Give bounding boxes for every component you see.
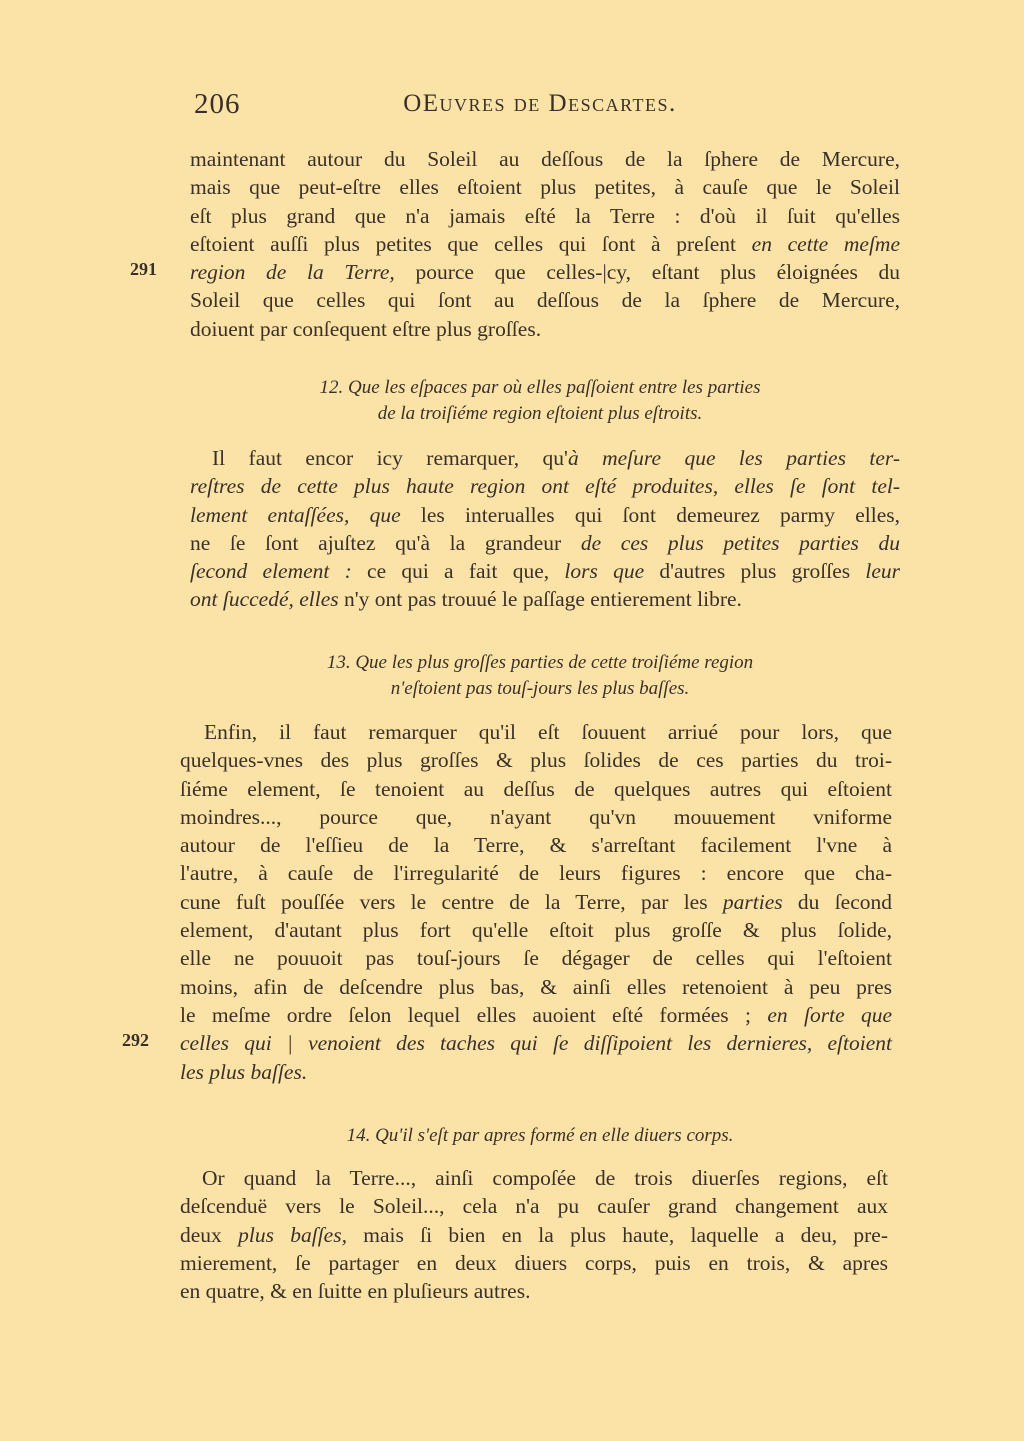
text-line: reſtres de cette plus haute region ont eſté produites, elles ſe ſont tel-: [190, 474, 900, 499]
page-number: 206: [194, 88, 241, 120]
text-line: l'autre, à cauſe de l'irregularité de leurs figures : encore que cha-: [180, 861, 892, 886]
heading-line: n'eſtoient pas touſ-jours les plus baſſes.: [390, 678, 690, 699]
paragraph-1: [190, 145, 900, 343]
text-line: doiuent par conſequent eſtre plus groſſes.: [190, 316, 542, 341]
text-line: le meſme ordre ſelon lequel elles auoient eſté formées ; en ſorte que: [180, 1002, 893, 1027]
text-line: Il faut encor icy remarquer, qu'à meſure que les parties ter-: [212, 446, 900, 470]
text-line: lement entaſſées, que les interualles qui ſont demeurez parmy elles,: [190, 502, 900, 527]
text-line: celles qui | venoient des taches qui ſe diſſipoient les dernieres, eſtoient: [180, 1031, 892, 1056]
text-line: Enfin, il faut remarquer qu'il eſt ſouuent arriué pour lors, que: [204, 720, 892, 744]
section-heading-12: [190, 375, 890, 427]
text-line: deſcenduë vers le Soleil..., cela n'a pu cauſer grand changement aux: [180, 1194, 888, 1219]
text-line: region de la Terre, pource que celles-|cy, eſtant plus éloignées du: [190, 260, 901, 285]
text-line: moindres..., pource que, n'ayant qu'vn mouuement vniforme: [180, 804, 892, 829]
text-line: elle ne pouuoit pas touſ-jours ſe dégager de celles qui l'eſtoient: [180, 946, 892, 971]
text-line: ſecond element : ce qui a fait que, lors que d'autres plus groſſes leur: [190, 559, 901, 584]
text-line: moins, afin de deſcendre plus bas, & ainſi elles retenoient à peu pres: [180, 974, 892, 999]
text-line: ne ſe ſont ajuſtez qu'à la grandeur de ces plus petites parties du: [190, 530, 900, 555]
text-line: eſt plus grand que n'a jamais eſté la Terre : d'où il ſuit qu'elles: [190, 203, 900, 228]
text-line: ont ſuccedé, elles n'y ont pas trouué le paſſage entierement libre.: [190, 587, 742, 612]
heading-line: de la troiſiéme region eſtoient plus eſtroits.: [377, 403, 703, 424]
text-line: deux plus baſſes, mais ſi bien en la plus haute, laquelle a deu, pre-: [180, 1222, 888, 1247]
text-line: autour de l'eſſieu de la Terre, & s'arreſtant facilement l'vne à: [180, 833, 892, 858]
text-line: maintenant autour du Soleil au deſſous de la ſphere de Mercure,: [190, 147, 900, 171]
text-line: en quatre, & en ſuitte en pluſieurs autres.: [180, 1279, 531, 1304]
margin-number: 291: [130, 259, 157, 279]
text-line: eſtoient auſſi plus petites que celles qui ſont à preſent en cette meſme: [190, 231, 901, 256]
heading-line: 14. Qu'il s'eſt par apres formé en elle diuers corps.: [346, 1125, 734, 1146]
section-heading-13: [190, 650, 890, 702]
paragraph-3: [180, 718, 892, 1086]
running-title: OEuvres de Descartes.: [403, 90, 677, 117]
text-line: element, d'autant plus fort qu'elle eſtoit plus groſſe & plus ſolide,: [180, 918, 892, 943]
section-heading-14: [190, 1123, 890, 1149]
text-line: mierement, ſe partager en deux diuers corps, puis en trois, & apres: [180, 1250, 888, 1275]
text-line: quelques-vnes des plus groſſes & plus ſolides de ces parties du troi-: [180, 748, 892, 773]
heading-line: 13. Que les plus groſſes parties de cette troiſiéme region: [326, 652, 754, 673]
margin-number: 292: [122, 1030, 149, 1050]
text-line: mais que peut-eſtre elles eſtoient plus petites, à cauſe que le Soleil: [190, 175, 900, 200]
text-line: les plus baſſes.: [180, 1059, 308, 1084]
text-line: Or quand la Terre..., ainſi compoſée de trois diuerſes regions, eſt: [202, 1166, 888, 1190]
text-line: ſiéme element, ſe tenoient au deſſus de quelques autres qui eſtoient: [180, 776, 892, 801]
paragraph-2: [190, 444, 900, 614]
heading-line: 12. Que les eſpaces par où elles paſſoient entre les parties: [319, 377, 761, 398]
text-line: Soleil que celles qui ſont au deſſous de la ſphere de Mercure,: [190, 288, 900, 313]
page-header: [190, 88, 890, 128]
paragraph-4: [180, 1164, 888, 1305]
text-line: cune fuſt pouſſée vers le centre de la Terre, par les parties du ſecond: [180, 889, 893, 914]
